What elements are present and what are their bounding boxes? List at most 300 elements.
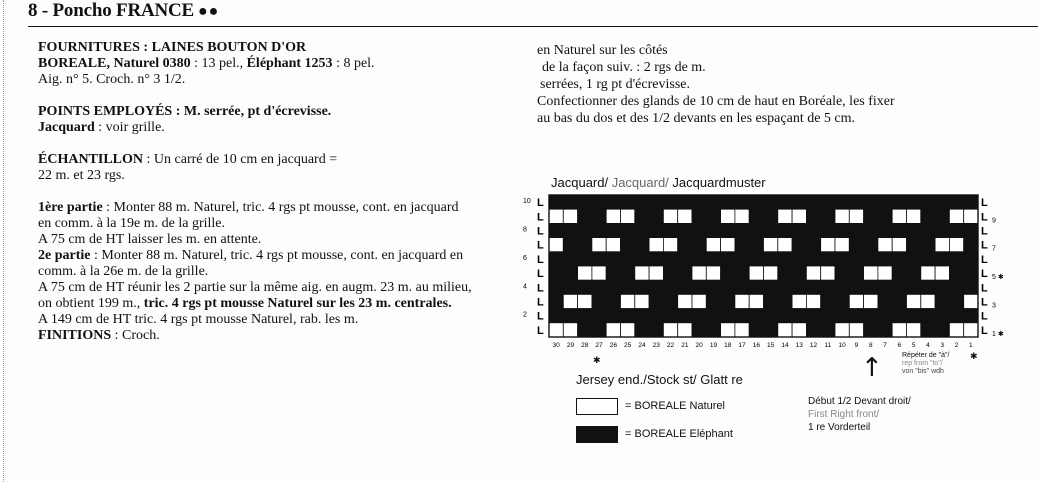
grid-cell <box>578 223 592 237</box>
grid-cell <box>949 195 963 209</box>
grid-cell <box>764 323 778 337</box>
row-marker-right: L <box>981 282 988 295</box>
grid-cell <box>835 209 849 223</box>
grid-cell <box>864 195 878 209</box>
grid-cell <box>849 266 863 280</box>
grid-cell <box>735 266 749 280</box>
grid-cell <box>549 223 563 237</box>
column-label: 26 <box>609 342 617 349</box>
grid-cell <box>921 309 935 323</box>
row-marker-right: L <box>981 324 988 337</box>
grid-cell <box>878 266 892 280</box>
grid-cell <box>878 238 892 252</box>
grid-cell <box>635 238 649 252</box>
grid-cell <box>735 209 749 223</box>
grid-cell <box>806 252 820 266</box>
grid-cell <box>721 209 735 223</box>
grid-cell <box>778 209 792 223</box>
grid-cell <box>635 266 649 280</box>
row-marker-left: L <box>537 296 544 309</box>
page-title <box>28 0 219 22</box>
grid-cell <box>764 238 778 252</box>
grid-cell <box>835 309 849 323</box>
row-marker-left: L <box>537 310 544 323</box>
repeat-note-star: ✱ <box>970 351 978 361</box>
grid-cell <box>549 323 563 337</box>
grid-cell <box>935 266 949 280</box>
grid-cell <box>706 223 720 237</box>
column-label: 3 <box>940 342 945 349</box>
grid-cell <box>907 238 921 252</box>
finishing-text-4: Confectionner des glands de 10 cm de haut en Boréale, les fixer <box>537 94 895 109</box>
grid-cell <box>678 238 692 252</box>
grid-cell <box>678 280 692 294</box>
grid-cell <box>706 209 720 223</box>
grid-cell <box>949 252 963 266</box>
grid-cell <box>892 238 906 252</box>
grid-cell <box>907 252 921 266</box>
grid-cell <box>692 209 706 223</box>
grid-cell <box>678 223 692 237</box>
grid-cell <box>706 252 720 266</box>
column-label: 9 <box>854 342 859 349</box>
row-marker-right: L <box>981 310 988 323</box>
grid-cell <box>635 209 649 223</box>
grid-cell <box>964 266 978 280</box>
grid-cell <box>563 195 577 209</box>
grid-cell <box>749 223 763 237</box>
grid-cell <box>878 323 892 337</box>
grid-cell <box>907 223 921 237</box>
grid-cell <box>821 252 835 266</box>
column-label: 10 <box>838 342 846 349</box>
grid-cell <box>606 309 620 323</box>
grid-cell <box>621 309 635 323</box>
grid-cell <box>721 323 735 337</box>
grid-cell <box>578 266 592 280</box>
grid-cell <box>721 266 735 280</box>
grid-cell <box>735 323 749 337</box>
grid-cell <box>892 209 906 223</box>
grid-cell <box>864 252 878 266</box>
row-marker-left: L <box>537 197 544 210</box>
grid-cell <box>692 252 706 266</box>
grid-cell <box>964 238 978 252</box>
column-label: 20 <box>695 342 703 349</box>
grid-cell <box>592 252 606 266</box>
grid-cell <box>849 309 863 323</box>
part2-line-5: A 149 cm de HT tric. 4 rgs pt mousse Naturel, rab. les m. <box>38 312 359 327</box>
grid-cell <box>735 280 749 294</box>
grid-cell <box>935 238 949 252</box>
grid-cell <box>949 209 963 223</box>
grid-cell <box>878 223 892 237</box>
grid-cell <box>549 266 563 280</box>
grid-cell <box>663 195 677 209</box>
grid-cell <box>778 323 792 337</box>
grid-cell <box>563 252 577 266</box>
gauge-line: ÉCHANTILLON : Un carré de 10 cm en jacquard = <box>38 152 338 167</box>
grid-cell <box>706 266 720 280</box>
grid-cell <box>935 280 949 294</box>
grid-cell <box>792 280 806 294</box>
grid-cell <box>592 266 606 280</box>
grid-cell <box>678 294 692 308</box>
grid-cell <box>864 266 878 280</box>
grid-cell <box>935 209 949 223</box>
legend-label-natural: = BOREALE Naturel <box>625 400 725 412</box>
grid-cell <box>606 238 620 252</box>
column-label: 29 <box>566 342 575 349</box>
grid-cell <box>649 323 663 337</box>
grid-cell <box>563 209 577 223</box>
grid-cell <box>964 280 978 294</box>
column-label: 24 <box>638 342 646 349</box>
grid-cell <box>764 309 778 323</box>
grid-cell <box>621 209 635 223</box>
grid-cell <box>835 238 849 252</box>
grid-cell <box>764 294 778 308</box>
grid-cell <box>849 223 863 237</box>
column-label: 12 <box>809 342 818 349</box>
grid-cell <box>792 209 806 223</box>
jacquard-chart <box>510 188 1038 358</box>
grid-cell <box>549 209 563 223</box>
grid-cell <box>578 323 592 337</box>
grid-cell <box>635 252 649 266</box>
grid-cell <box>749 309 763 323</box>
grid-cell <box>621 280 635 294</box>
grid-cell <box>935 223 949 237</box>
row-marker-left: L <box>537 324 544 337</box>
grid-cell <box>864 238 878 252</box>
grid-cell <box>563 294 577 308</box>
finishing-text-3: serrées, 1 rg pt d'écrevisse. <box>540 77 690 92</box>
grid-cell <box>878 280 892 294</box>
column-label: 18 <box>724 342 732 349</box>
grid-cell <box>849 195 863 209</box>
grid-cell <box>592 209 606 223</box>
grid-cell <box>964 323 978 337</box>
grid-cell <box>592 323 606 337</box>
row-marker-left: L <box>537 268 544 281</box>
grid-cell <box>663 266 677 280</box>
grid-cell <box>821 238 835 252</box>
grid-cell <box>592 195 606 209</box>
grid-cell <box>806 294 820 308</box>
grid-cell <box>663 209 677 223</box>
gauge-line-2: 22 m. et 23 rgs. <box>38 168 125 183</box>
grid-cell <box>892 323 906 337</box>
grid-cell <box>592 238 606 252</box>
row-marker-left: L <box>537 253 544 266</box>
grid-cell <box>721 309 735 323</box>
grid-cell <box>806 223 820 237</box>
stitch-label: Jersey end./Stock st/ Glatt re <box>576 372 743 387</box>
row-marker-right: L <box>981 268 988 281</box>
grid-cell <box>563 223 577 237</box>
grid-cell <box>907 266 921 280</box>
grid-cell <box>692 294 706 308</box>
part1-line-2: en comm. à la 19e m. de la grille. <box>38 216 225 231</box>
grid-cell <box>663 280 677 294</box>
grid-cell <box>864 209 878 223</box>
grid-cell <box>778 223 792 237</box>
grid-cell <box>749 209 763 223</box>
grid-cell <box>578 294 592 308</box>
grid-cell <box>621 323 635 337</box>
grid-cell <box>921 223 935 237</box>
part2-line-2: comm. à la 26e m. de la grille. <box>38 264 209 279</box>
page-margin-line <box>3 0 4 482</box>
grid-cell <box>921 195 935 209</box>
grid-cell <box>764 252 778 266</box>
row-label-left: 8 <box>523 226 527 234</box>
grid-cell <box>907 294 921 308</box>
grid-cell <box>835 195 849 209</box>
finishing-line: FINITIONS : Croch. <box>38 328 160 343</box>
grid-cell <box>621 266 635 280</box>
grid-cell <box>692 223 706 237</box>
grid-cell <box>792 223 806 237</box>
column-label: 17 <box>738 342 746 349</box>
grid-cell <box>549 195 563 209</box>
row-label-left: 6 <box>523 254 527 262</box>
row-marker-right: L <box>981 239 988 252</box>
column-label: 28 <box>581 342 589 349</box>
row-marker-right: L <box>981 211 988 224</box>
grid-cell <box>849 209 863 223</box>
legend-swatch-natural <box>576 398 618 415</box>
grid-cell <box>949 309 963 323</box>
grid-cell <box>806 323 820 337</box>
grid-cell <box>692 266 706 280</box>
grid-cell <box>749 323 763 337</box>
grid-cell <box>792 266 806 280</box>
grid-cell <box>663 323 677 337</box>
grid-cell <box>578 280 592 294</box>
grid-cell <box>892 294 906 308</box>
grid-cell <box>821 309 835 323</box>
grid-cell <box>663 252 677 266</box>
grid-cell <box>749 280 763 294</box>
grid-cell <box>792 294 806 308</box>
grid-cell <box>635 294 649 308</box>
grid-cell <box>592 223 606 237</box>
part2-line-3: A 75 cm de HT réunir les 2 partie sur la même aig. en augm. 23 m. au milieu, <box>38 280 472 295</box>
column-label: 21 <box>681 342 689 349</box>
grid-cell <box>635 280 649 294</box>
row-marker-left: L <box>537 225 544 238</box>
grid-cell <box>949 266 963 280</box>
grid-cell <box>735 195 749 209</box>
grid-cell <box>678 209 692 223</box>
grid-cell <box>592 309 606 323</box>
grid-cell <box>849 238 863 252</box>
difficulty-marks: ●● <box>198 3 220 20</box>
grid-cell <box>864 294 878 308</box>
grid-cell <box>892 195 906 209</box>
grid-cell <box>549 280 563 294</box>
grid-cell <box>606 323 620 337</box>
column-label: 11 <box>824 342 832 349</box>
grid-cell <box>921 252 935 266</box>
grid-cell <box>821 266 835 280</box>
grid-cell <box>649 195 663 209</box>
grid-cell <box>835 223 849 237</box>
grid-cell <box>806 266 820 280</box>
grid-cell <box>821 294 835 308</box>
grid-cell <box>678 195 692 209</box>
grid-cell <box>835 252 849 266</box>
row-label-left: 10 <box>523 198 531 206</box>
grid-cell <box>907 309 921 323</box>
grid-cell <box>678 266 692 280</box>
grid-cell <box>663 223 677 237</box>
part2-line: 2e partie : Monter 88 m. Naturel, tric. 4 rgs pt mousse, cont. en jacquard en <box>38 248 464 263</box>
column-label: 15 <box>767 342 775 349</box>
grid-cell <box>549 238 563 252</box>
grid-cell <box>735 294 749 308</box>
grid-cell <box>778 294 792 308</box>
grid-cell <box>921 209 935 223</box>
grid-cell <box>778 195 792 209</box>
jacquard-line: Jacquard : voir grille. <box>38 120 165 135</box>
grid-cell <box>778 252 792 266</box>
column-label: 27 <box>595 342 603 349</box>
grid-cell <box>578 309 592 323</box>
grid-cell <box>935 309 949 323</box>
column-label: 25 <box>624 342 632 349</box>
column-label: 23 <box>652 342 660 349</box>
grid-cell <box>749 252 763 266</box>
grid-cell <box>578 238 592 252</box>
grid-cell <box>835 323 849 337</box>
grid-cell <box>921 266 935 280</box>
grid-cell <box>778 280 792 294</box>
grid-cell <box>621 223 635 237</box>
grid-cell <box>706 294 720 308</box>
grid-cell <box>549 252 563 266</box>
grid-cell <box>864 309 878 323</box>
grid-cell <box>606 280 620 294</box>
grid-cell <box>878 309 892 323</box>
grid-cell <box>806 280 820 294</box>
grid-cell <box>621 252 635 266</box>
grid-cell <box>692 238 706 252</box>
grid-cell <box>864 223 878 237</box>
part1-line-3: A 75 cm de HT laisser les m. en attente. <box>38 232 262 247</box>
column-label: 5 <box>911 342 916 349</box>
grid-cell <box>921 294 935 308</box>
grid-cell <box>949 280 963 294</box>
grid-cell <box>706 280 720 294</box>
row-marker-left: L <box>537 239 544 252</box>
grid-cell <box>635 309 649 323</box>
column-label: 7 <box>883 342 887 349</box>
grid-cell <box>835 266 849 280</box>
grid-cell <box>849 280 863 294</box>
grid-cell <box>721 294 735 308</box>
grid-cell <box>964 209 978 223</box>
row-marker-right: L <box>981 197 988 210</box>
grid-cell <box>721 238 735 252</box>
grid-cell <box>563 309 577 323</box>
grid-cell <box>949 223 963 237</box>
supplies-heading: FOURNITURES : LAINES BOUTON D'OR <box>38 40 307 55</box>
grid-cell <box>663 309 677 323</box>
grid-cell <box>792 195 806 209</box>
row-label-right: 5 ✱ <box>992 274 1004 282</box>
column-label: 6 <box>897 342 902 349</box>
grid-cell <box>649 252 663 266</box>
grid-cell <box>835 280 849 294</box>
grid-cell <box>663 238 677 252</box>
column-label: 22 <box>666 342 675 349</box>
grid-cell <box>964 294 978 308</box>
grid-cell <box>921 280 935 294</box>
grid-cell <box>935 252 949 266</box>
grid-cell <box>606 266 620 280</box>
row-marker-left: L <box>537 282 544 295</box>
grid-cell <box>792 238 806 252</box>
grid-cell <box>764 223 778 237</box>
grid-cell <box>821 323 835 337</box>
grid-cell <box>907 195 921 209</box>
grid-cell <box>692 280 706 294</box>
grid-cell <box>649 238 663 252</box>
grid-cell <box>749 195 763 209</box>
grid-cell <box>606 294 620 308</box>
grid-cell <box>721 280 735 294</box>
grid-cell <box>563 266 577 280</box>
grid-cell <box>735 223 749 237</box>
grid-cell <box>578 252 592 266</box>
column-label: 14 <box>781 342 789 349</box>
row-marker-right: L <box>981 225 988 238</box>
grid-cell <box>778 309 792 323</box>
grid-cell <box>949 323 963 337</box>
row-marker-left: L <box>537 211 544 224</box>
chart-title: Jacquard/ Jacquard/ Jacquardmuster <box>551 175 766 190</box>
grid-cell <box>849 252 863 266</box>
part1-line: 1ère partie : Monter 88 m. Naturel, tric. 4 rgs pt mousse, cont. en jacquard <box>38 200 459 215</box>
grid-cell <box>606 195 620 209</box>
grid-cell <box>721 252 735 266</box>
supplies-needles-line: Aig. n° 5. Croch. n° 3 1/2. <box>38 72 186 87</box>
grid-cell <box>964 252 978 266</box>
title-text: 8 - Poncho FRANCE <box>28 0 195 21</box>
grid-cell <box>549 294 563 308</box>
grid-cell <box>678 252 692 266</box>
grid-cell <box>735 252 749 266</box>
column-label: 8 <box>868 342 873 349</box>
grid-cell <box>692 323 706 337</box>
grid-cell <box>806 209 820 223</box>
grid-cell <box>749 238 763 252</box>
grid-cell <box>678 323 692 337</box>
row-marker-right: L <box>981 296 988 309</box>
column-label: 19 <box>709 342 718 349</box>
grid-cell <box>735 238 749 252</box>
grid-cell <box>821 195 835 209</box>
finishing-text-5: au bas du dos et des 1/2 devants en les espaçant de 5 cm. <box>537 111 856 126</box>
grid-cell <box>735 309 749 323</box>
grid-cell <box>764 209 778 223</box>
grid-cell <box>964 195 978 209</box>
grid-cell <box>935 323 949 337</box>
row-label-right: 3 <box>992 302 996 310</box>
